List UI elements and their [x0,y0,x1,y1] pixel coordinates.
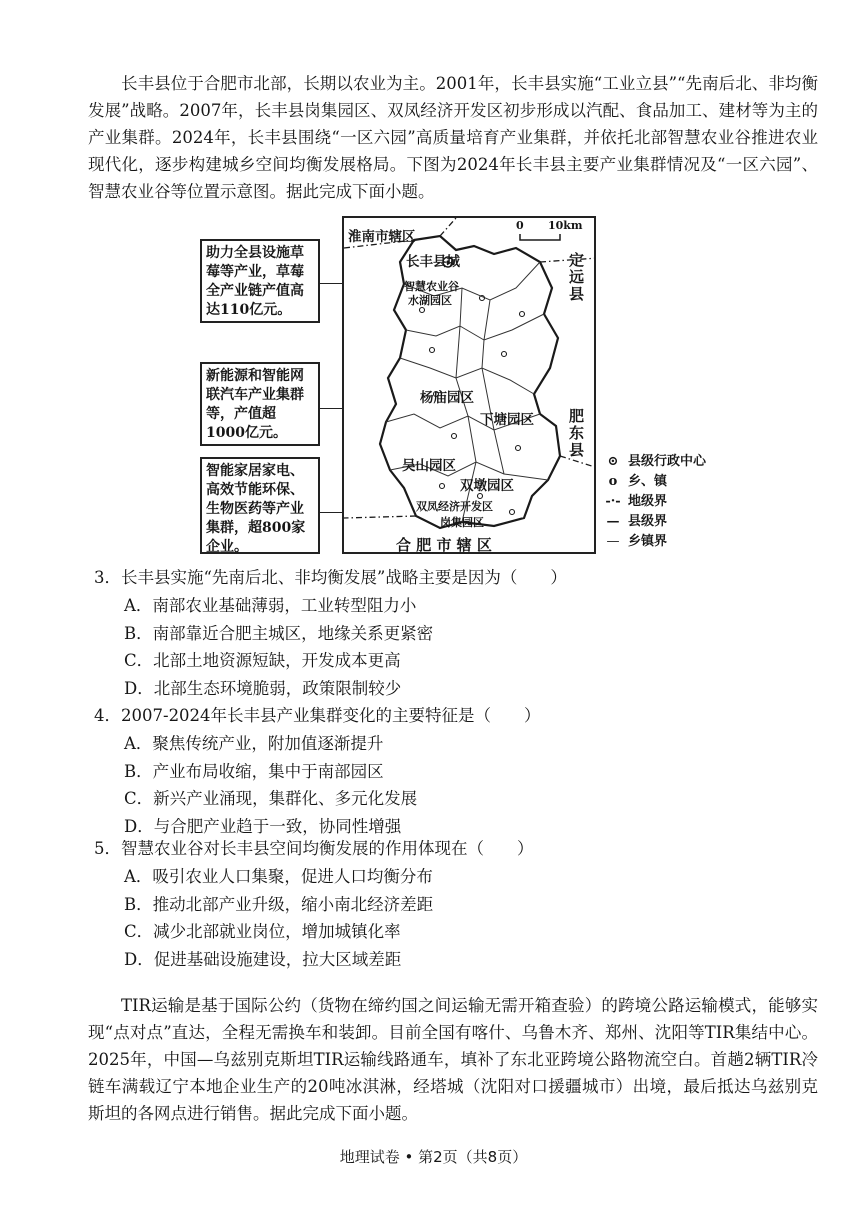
option-c: C．北部土地资源短缺，开发成本更高 [124,651,401,670]
map-label-hefei: 合 肥 市 辖 区 [396,536,492,554]
map-scale-zero: 0 [516,219,524,232]
township-border-icon: — [606,534,620,549]
map-label-wushan: 吴山园区 [402,458,456,474]
town-symbol [430,348,435,353]
map-label-county-seat: 长丰县城 [406,254,460,270]
question-stem: 4．2007-2024年长丰县产业集群变化的主要特征是（ ） [94,706,541,725]
map-scale-label: 10km [548,219,583,232]
option-d: D．北部生态环境脆弱，政策限制较少 [124,678,402,698]
town-symbol [502,352,507,357]
legend-item-county-border [604,512,706,532]
town-symbol [520,312,525,317]
intro-text-1: 长丰县位于合肥市北部，长期以农业为主。2001年，长丰县实施“工业立县”“先南后北、非均衡发展”战略。2007年，长丰县岗集园区、双凤经济开发区初步形成以汽配、食品加工、建材等为主的产业集群。2024年，长丰县围绕“一区六园”高质量培育产业集群，并依托北部智慧农业谷推进农业现代化，逐步构建城乡空间均衡发展格局。下图为2024年长丰县主要产业集群情况及“一区六园”、智慧农业谷等位置示意图。据此完成下面小题。 [88,74,818,201]
intro-text-2: TIR运输是基于国际公约（货物在缔约国之间运输无需开箱查验）的跨境公路运输模式，能够实现“点对点”直达，全程无需换车和装卸。目前全国有喀什、乌鲁木齐、郑州、沈阳等TIR集结中心。2025年，中国—乌兹别克斯坦TIR运输线路通车，填补了东北亚跨境公路物流空白。首趟2辆TIR冷链车满载辽宁本地企业生产的20吨冰淇淋，经塔城（沈阳对口援疆城市）出境，最后抵达乌兹别克斯坦的各网点进行销售。据此完成下面小题。 [88,996,818,1123]
question-4 [94,702,794,840]
map-label-xiatang: 下塘园区 [480,412,534,428]
option-c: C．新兴产业涌现，集群化、多元化发展 [124,789,418,808]
map-label-shuihu: 水湖园区 [408,294,452,307]
prefecture-border-icon: -·- [605,494,621,509]
town-symbol [452,434,457,439]
county-map [342,216,596,554]
town-symbol [420,308,425,313]
scale-bar [520,234,560,240]
town-symbol [516,446,521,451]
callout-home-appliance-industry: 智能家居家电、高效节能环保、生物医药等产业集群，超800家企业。 [200,457,320,554]
option-b: B．南部靠近合肥主城区，地缘关系更紧密 [124,623,434,643]
county-border-icon: — [606,514,620,529]
option-d: D．与合肥产业趋于一致，协同性增强 [124,816,402,836]
legend-item-town [604,472,706,492]
map-label-agri-valley: 智慧农业谷 [404,280,459,293]
town-icon: o [608,474,618,489]
map-label-shuangdun: 双墩园区 [460,478,514,494]
callout-strawberry-industry: 助力全县设施草莓等产业，草莓全产业链产值高达110亿元。 [200,239,320,323]
map-label-huainan: 淮南市辖区 [348,229,416,245]
option-a: A．南部农业基础薄弱，工业转型阻力小 [124,596,417,615]
town-symbol [510,510,515,515]
legend-label: 县级界 [628,514,668,529]
legend-item-township-border [604,532,706,552]
legend-item-prefecture-border [604,492,706,512]
county-center-icon: ⊙ [607,454,619,469]
map-label-dingyuan: 定远县 [567,252,585,303]
legend-label: 乡镇界 [628,534,668,549]
callout-auto-industry: 新能源和智能网联汽车产业集群等，产值超1000亿元。 [200,362,320,446]
legend-label: 县级行政中心 [628,454,707,469]
map-legend [604,452,706,552]
question-3 [94,564,794,702]
question-stem: 5．智慧农业谷对长丰县空间均衡发展的作用体现在（ ） [94,839,534,858]
option-b: B．推动北部产业升级，缩小南北经济差距 [124,894,434,914]
intro-paragraph-1 [88,70,818,205]
question-5 [94,835,794,973]
prefecture-boundary [344,218,596,518]
map-label-gangji: 岗集园区 [440,516,484,529]
township-boundary-2 [406,314,544,340]
option-a: A．吸引农业人口集聚，促进人口均衡分布 [124,867,433,886]
question-stem: 3．长丰县实施“先南后北、非均衡发展”战略主要是因为（ ） [94,568,567,587]
option-d: D．促进基础设施建设，拉大区域差距 [124,949,402,969]
township-boundary-7 [482,300,504,474]
page-footer: 地理试卷 • 第2页（共8页） [339,1148,528,1166]
town-symbol [440,484,445,489]
option-b: B．产业布局收缩，集中于南部园区 [124,761,384,781]
legend-label: 乡、镇 [628,474,668,489]
intro-paragraph-2 [88,992,818,1127]
legend-label: 地级界 [628,494,668,509]
map-label-shuangfeng: 双凤经济开发区 [416,500,493,513]
map-label-feidong: 肥东县 [567,408,585,459]
legend-item-county-center [604,452,706,472]
map-label-yangmiao: 杨庙园区 [420,390,474,406]
option-c: C．减少北部就业岗位，增加城镇化率 [124,922,401,941]
option-a: A．聚焦传统产业，附加值逐渐提升 [124,734,384,753]
